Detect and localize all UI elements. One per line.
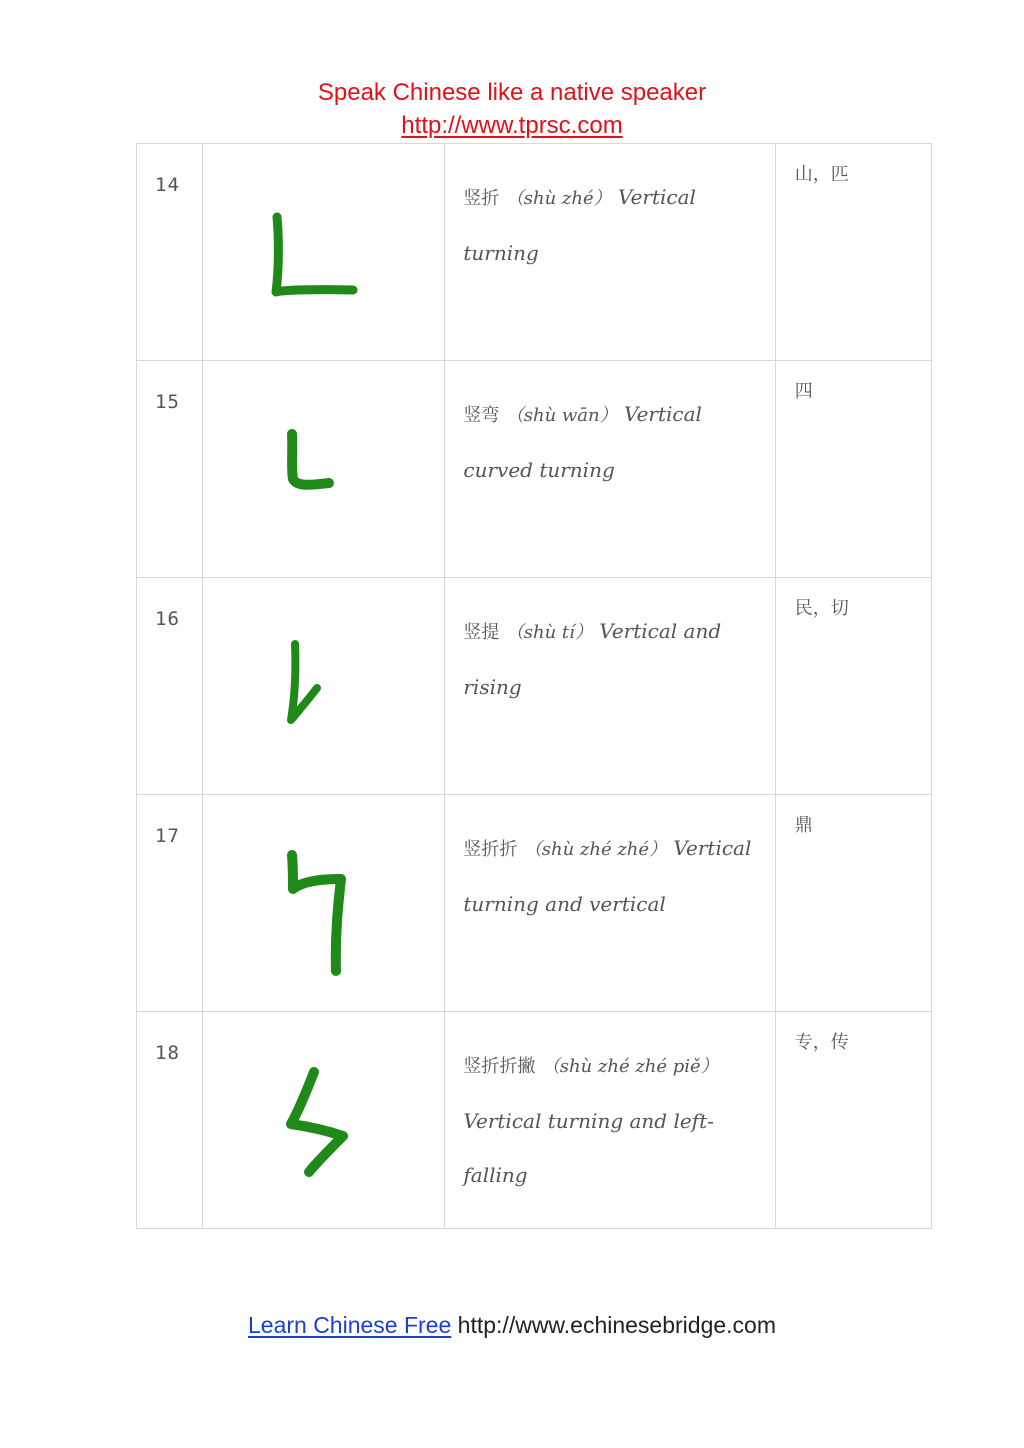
stroke-number-cell (137, 578, 203, 795)
stroke-shu-ti-icon (203, 578, 445, 794)
stroke-image-cell (203, 578, 445, 795)
stroke-image-cell (203, 1012, 445, 1229)
stroke-number: 18 (155, 1042, 180, 1064)
stroke-description-cell (445, 144, 775, 361)
stroke-number: 14 (155, 174, 180, 196)
example-cell (775, 578, 931, 795)
stroke-hanzi: 竖折折 (463, 839, 518, 860)
example-characters: 鼎 (794, 815, 813, 836)
stroke-pinyin: （shù zhé zhé piě） (541, 1056, 719, 1077)
table-row (137, 361, 932, 578)
stroke-number: 17 (155, 825, 180, 847)
stroke-pinyin: （shù wān） (505, 405, 618, 426)
example-characters: 四 (794, 381, 813, 402)
stroke-description-cell (445, 361, 775, 578)
example-cell (775, 361, 931, 578)
stroke-hanzi: 竖折折撇 (463, 1056, 536, 1077)
stroke-image-cell (203, 144, 445, 361)
header-title: Speak Chinese like a native speaker (317, 79, 707, 106)
stroke-pinyin: （shù zhé） (505, 188, 612, 209)
page-footer (0, 1312, 1024, 1339)
stroke-table (136, 143, 932, 1229)
table-row (137, 578, 932, 795)
example-characters: 民，切 (794, 598, 849, 619)
stroke-shu-wan-icon (203, 361, 445, 577)
example-characters: 山，匹 (794, 164, 849, 185)
stroke-pinyin: （shù zhé zhé） (523, 839, 668, 860)
stroke-number: 16 (155, 608, 180, 630)
table-row (137, 795, 932, 1012)
stroke-image-cell (203, 361, 445, 578)
learn-chinese-free-link[interactable]: Learn Chinese Free (247, 1312, 452, 1338)
stroke-english: Vertical turning (463, 185, 696, 265)
stroke-shu-zhe-zhe-icon (203, 795, 445, 1011)
stroke-english: Vertical and rising (463, 619, 722, 699)
example-cell (775, 1012, 931, 1229)
footer-url: http://www.echinesebridge.com (457, 1312, 776, 1338)
stroke-english: Vertical turning and left-falling (463, 1109, 714, 1187)
stroke-english: Vertical curved turning (463, 402, 702, 482)
example-cell (775, 795, 931, 1012)
stroke-number-cell (137, 144, 203, 361)
stroke-number-cell (137, 795, 203, 1012)
stroke-description-cell (445, 795, 775, 1012)
stroke-hanzi: 竖弯 (463, 405, 500, 426)
stroke-english: Vertical turning and vertical (463, 836, 752, 916)
example-cell (775, 144, 931, 361)
header-url-link[interactable]: http://www.tprsc.com (401, 112, 623, 139)
stroke-image-cell (203, 795, 445, 1012)
stroke-number-cell (137, 1012, 203, 1229)
stroke-description-cell (445, 1012, 775, 1229)
example-characters: 专，传 (794, 1032, 849, 1053)
table-row (137, 1012, 932, 1229)
stroke-shu-zhe-zhe-pie-icon (203, 1012, 445, 1228)
stroke-shu-zhe-icon (203, 144, 445, 360)
stroke-number: 15 (155, 391, 180, 413)
stroke-pinyin: （shù tí） (505, 622, 593, 643)
stroke-hanzi: 竖提 (463, 622, 500, 643)
stroke-description-cell (445, 578, 775, 795)
stroke-number-cell (137, 361, 203, 578)
page-header (0, 76, 1024, 142)
table-row (137, 144, 932, 361)
stroke-hanzi: 竖折 (463, 188, 500, 209)
